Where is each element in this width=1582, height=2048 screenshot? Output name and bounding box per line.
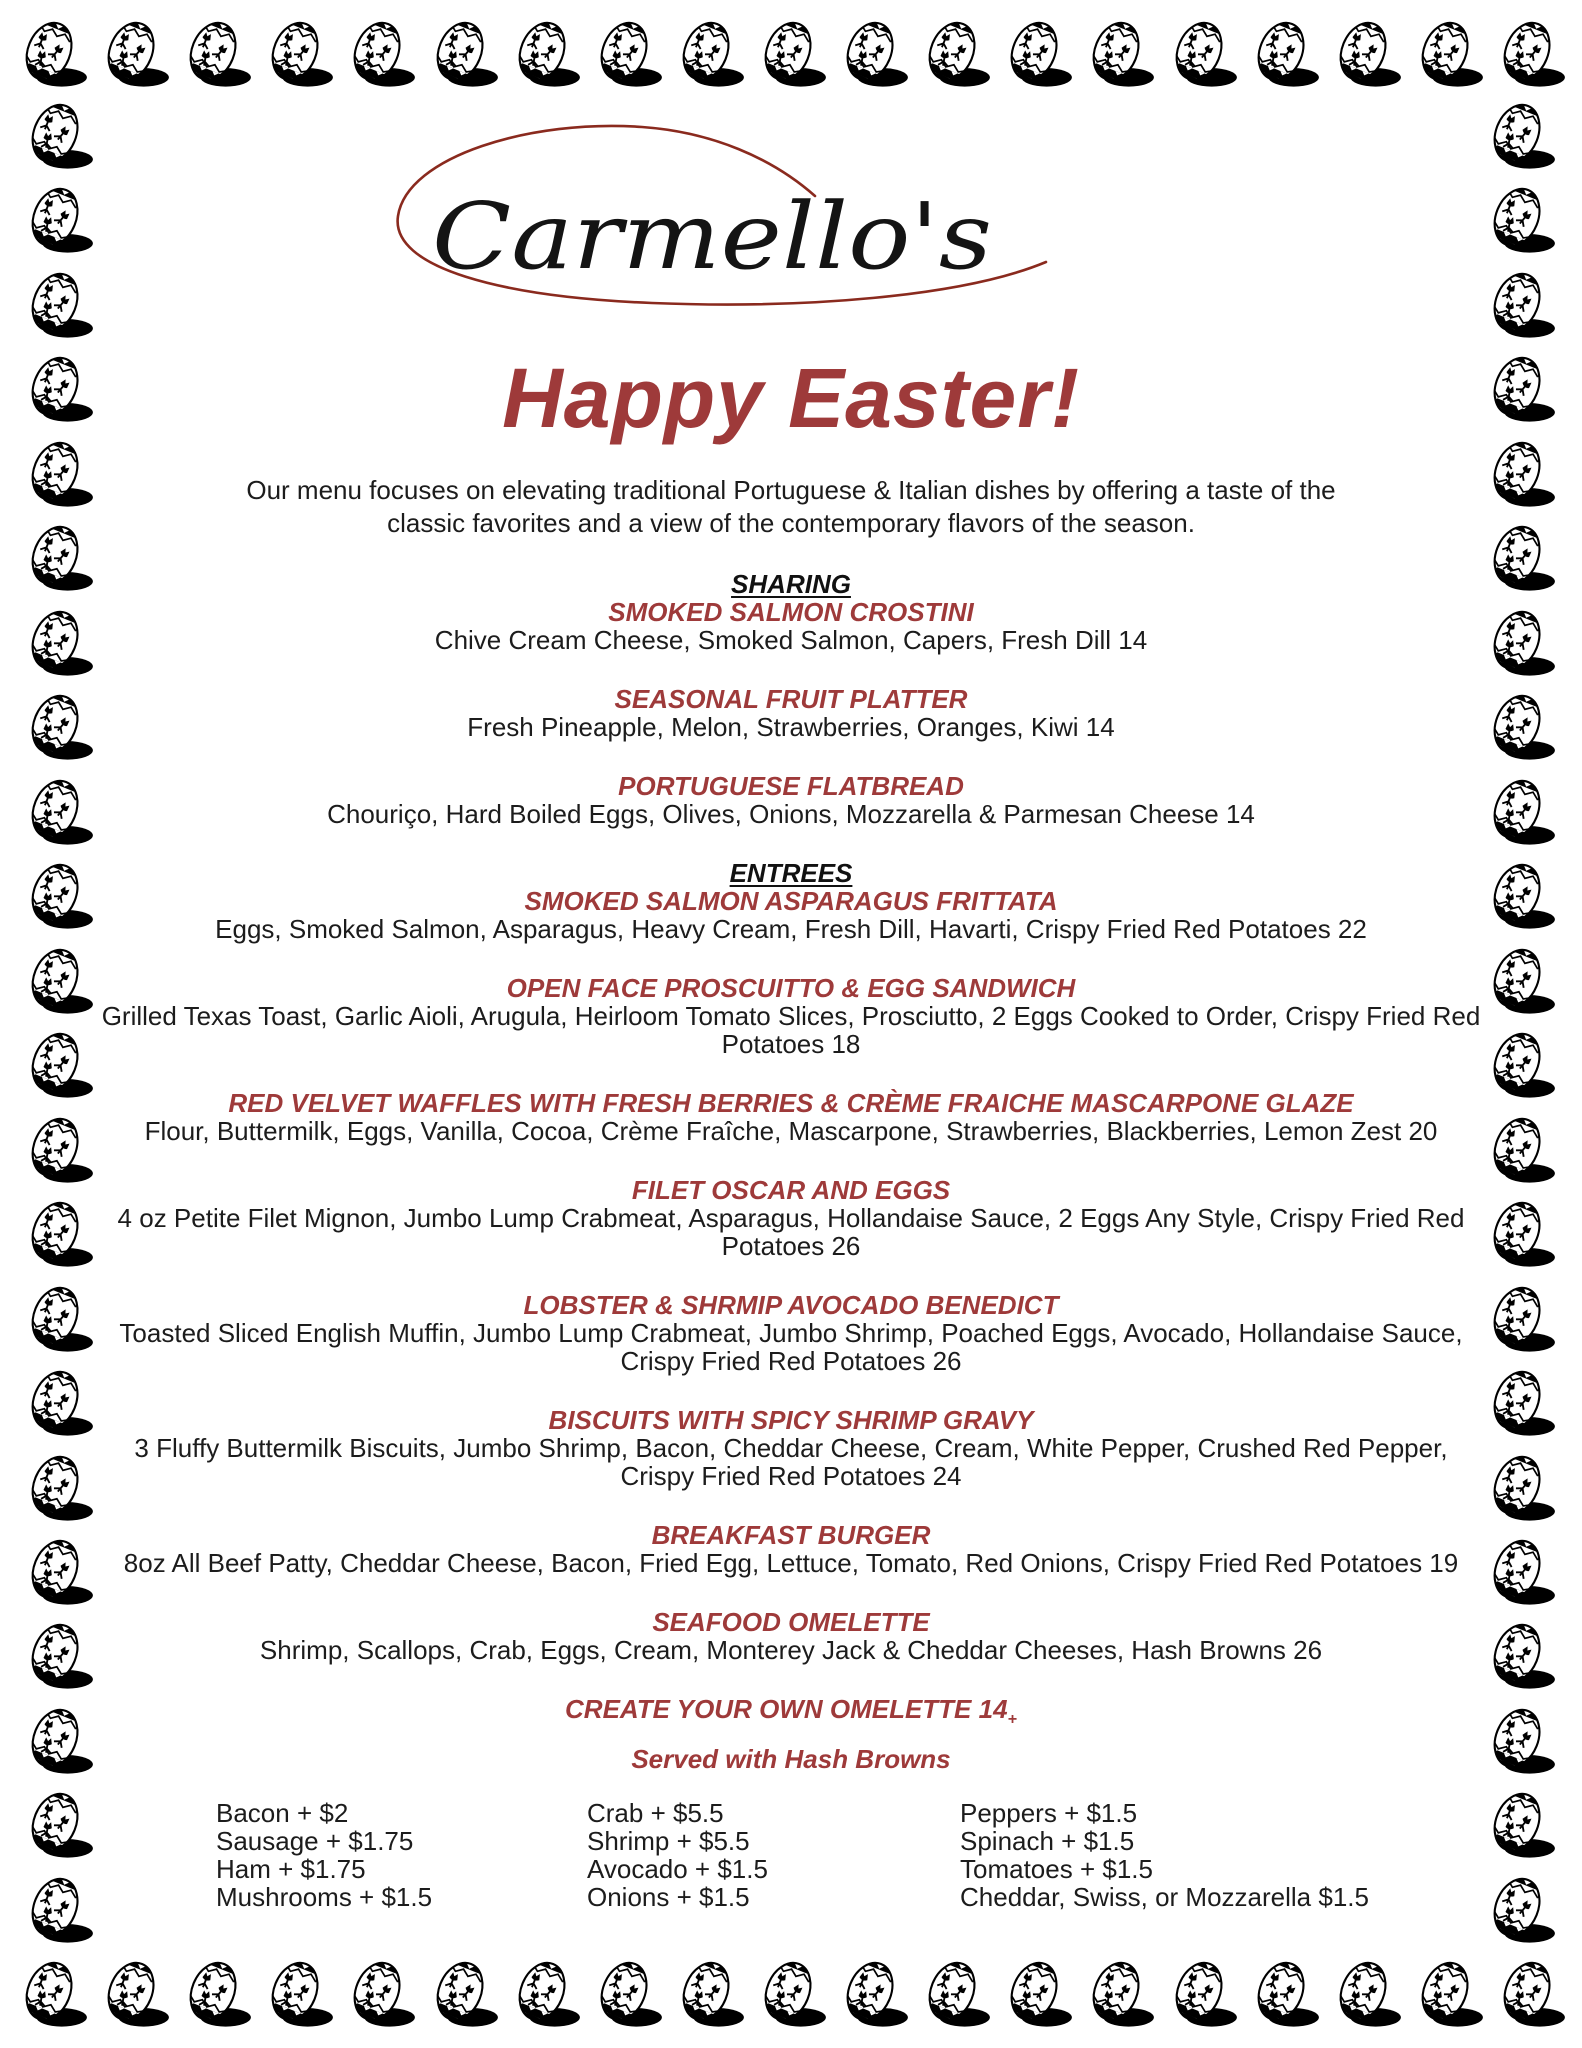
- easter-egg-icon: [18, 1787, 98, 1861]
- menu-item-desc: Flour, Buttermilk, Eggs, Vanilla, Cocoa, Crème Fraîche, Mascarpone, Strawberries, Blackberries, Lemon Zest 20: [144, 1116, 1438, 1146]
- menu-item-desc: Fresh Pineapple, Melon, Strawberries, Oranges, Kiwi 14: [467, 712, 1115, 742]
- easter-egg-icon: [669, 16, 749, 90]
- easter-egg-icon: [505, 16, 585, 90]
- topping-column: [587, 1799, 768, 1911]
- easter-egg-icon: [18, 605, 98, 679]
- easter-egg-icon: [505, 1956, 585, 2030]
- easter-egg-icon: [1480, 520, 1560, 594]
- easter-egg-icon: [1480, 943, 1560, 1017]
- menu-item-name: BREAKFAST BURGER: [651, 1520, 931, 1550]
- easter-egg-icon: [915, 1956, 995, 2030]
- easter-egg-icon: [1480, 267, 1560, 341]
- menu-item-desc: 4 oz Petite Filet Mignon, Jumbo Lump Crabmeat, Asparagus, Hollandaise Sauce, 2 Eggs Any Style, Crispy Fried Red Potatoes 26: [117, 1203, 1465, 1261]
- omelette-topping: Crab + $5.5: [587, 1798, 724, 1829]
- easter-egg-icon: [1490, 16, 1570, 90]
- easter-egg-icon: [18, 1534, 98, 1608]
- easter-egg-icon: [18, 1703, 98, 1777]
- menu-item-name: SEASONAL FRUIT PLATTER: [614, 684, 968, 714]
- restaurant-logo: [372, 116, 1052, 316]
- easter-egg-icon: [176, 16, 256, 90]
- easter-egg-icon: [1480, 1027, 1560, 1101]
- custom-omelette-title-text: CREATE YOUR OWN OMELETTE 14: [565, 1694, 1008, 1724]
- easter-egg-icon: [1244, 16, 1324, 90]
- easter-egg-icon: [1480, 689, 1560, 763]
- easter-egg-icon: [12, 16, 92, 90]
- easter-egg-icon: [997, 16, 1077, 90]
- easter-egg-icon: [1480, 1450, 1560, 1524]
- easter-egg-icon: [18, 98, 98, 172]
- easter-egg-icon: [915, 16, 995, 90]
- easter-egg-icon: [18, 1281, 98, 1355]
- easter-egg-icon: [1244, 1956, 1324, 2030]
- menu: [101, 570, 1481, 1929]
- menu-item-desc: Eggs, Smoked Salmon, Asparagus, Heavy Cream, Fresh Dill, Havarti, Crispy Fried Red Potatoes 22: [215, 914, 1367, 944]
- easter-egg-icon: [18, 774, 98, 848]
- easter-egg-icon: [1480, 1281, 1560, 1355]
- omelette-toppings: [101, 1799, 1481, 1929]
- easter-egg-icon: [1480, 1112, 1560, 1186]
- topping-column: [960, 1799, 1369, 1911]
- easter-egg-icon: [833, 16, 913, 90]
- easter-egg-icon: [833, 1956, 913, 2030]
- menu-sections: [101, 570, 1481, 1664]
- custom-omelette-subtitle: Served with Hash Browns: [631, 1744, 951, 1775]
- omelette-topping: Bacon + $2: [216, 1798, 349, 1829]
- menu-item-desc: Chouriço, Hard Boiled Eggs, Olives, Onions, Mozzarella & Parmesan Cheese 14: [327, 799, 1255, 829]
- menu-item-desc: 8oz All Beef Patty, Cheddar Cheese, Bacon, Fried Egg, Lettuce, Tomato, Red Onions, Crispy Fried Red Potatoes 19: [123, 1548, 1459, 1578]
- omelette-topping: Avocado + $1.5: [587, 1854, 768, 1885]
- easter-egg-icon: [1079, 1956, 1159, 2030]
- easter-egg-icon: [1480, 858, 1560, 932]
- omelette-topping: Shrimp + $5.5: [587, 1826, 750, 1857]
- omelette-topping: Tomatoes + $1.5: [960, 1854, 1153, 1885]
- menu-item-desc: Shrimp, Scallops, Crab, Eggs, Cream, Monterey Jack & Cheddar Cheeses, Hash Browns 26: [259, 1635, 1323, 1665]
- easter-egg-icon: [1162, 16, 1242, 90]
- easter-egg-icon: [587, 16, 667, 90]
- easter-egg-icon: [669, 1956, 749, 2030]
- easter-egg-icon: [176, 1956, 256, 2030]
- easter-egg-icon: [1408, 16, 1488, 90]
- menu-item-name: SMOKED SALMON CROSTINI: [608, 597, 974, 627]
- page-title: Happy Easter!: [502, 351, 1080, 445]
- menu-item-name: RED VELVET WAFFLES WITH FRESH BERRIES & CRÈME FRAICHE MASCARPONE GLAZE: [228, 1088, 1354, 1118]
- omelette-topping: Cheddar, Swiss, or Mozzarella $1.5: [960, 1882, 1369, 1913]
- easter-egg-icon: [1480, 182, 1560, 256]
- omelette-topping: Peppers + $1.5: [960, 1798, 1138, 1829]
- easter-egg-icon: [1480, 1196, 1560, 1270]
- menu-item-desc: Grilled Texas Toast, Garlic Aioli, Arugula, Heirloom Tomato Slices, Prosciutto, 2 Eggs Cooked to Order, Crispy Fried Red Potatoes 18: [101, 1001, 1481, 1059]
- easter-egg-icon: [1480, 1365, 1560, 1439]
- easter-egg-icon: [997, 1956, 1077, 2030]
- easter-egg-icon: [18, 267, 98, 341]
- easter-egg-icon: [1326, 1956, 1406, 2030]
- omelette-topping: Mushrooms + $1.5: [216, 1882, 433, 1913]
- easter-egg-icon: [18, 689, 98, 763]
- easter-egg-icon: [340, 1956, 420, 2030]
- menu-item-desc: 3 Fluffy Buttermilk Biscuits, Jumbo Shrimp, Bacon, Cheddar Cheese, Cream, White Pepper, Crushed Red Pepper, Crispy Fried Red Potatoes 24: [134, 1433, 1448, 1491]
- easter-egg-icon: [1162, 1956, 1242, 2030]
- menu-item-name: OPEN FACE PROSCUITTO & EGG SANDWICH: [506, 973, 1076, 1003]
- easter-egg-icon: [12, 1956, 92, 2030]
- easter-egg-border-top: [12, 16, 1570, 90]
- easter-egg-icon: [258, 1956, 338, 2030]
- easter-egg-icon: [258, 16, 338, 90]
- easter-egg-icon: [18, 858, 98, 932]
- easter-egg-icon: [751, 1956, 831, 2030]
- omelette-topping: Onions + $1.5: [587, 1882, 750, 1913]
- menu-item-name: FILET OSCAR AND EGGS: [631, 1175, 951, 1205]
- easter-egg-icon: [1480, 774, 1560, 848]
- easter-egg-icon: [1326, 16, 1406, 90]
- easter-egg-icon: [1480, 98, 1560, 172]
- easter-egg-icon: [1079, 16, 1159, 90]
- omelette-topping: Spinach + $1.5: [960, 1826, 1135, 1857]
- easter-egg-icon: [94, 16, 174, 90]
- menu-item-desc: Toasted Sliced English Muffin, Jumbo Lump Crabmeat, Jumbo Shrimp, Poached Eggs, Avocado, Hollandaise Sauce, Crispy Fried Red Potatoes 26: [119, 1318, 1463, 1376]
- logo-text: Carmello's: [432, 183, 992, 290]
- easter-egg-icon: [18, 1450, 98, 1524]
- topping-column: [216, 1799, 432, 1911]
- easter-egg-icon: [340, 16, 420, 90]
- easter-egg-icon: [18, 1365, 98, 1439]
- easter-egg-icon: [18, 1618, 98, 1692]
- easter-egg-icon: [587, 1956, 667, 2030]
- easter-egg-icon: [18, 1112, 98, 1186]
- easter-egg-icon: [18, 1196, 98, 1270]
- omelette-topping: Ham + $1.75: [216, 1854, 366, 1885]
- omelette-topping: Sausage + $1.75: [216, 1826, 414, 1857]
- easter-egg-icon: [751, 16, 831, 90]
- menu-item-desc: Chive Cream Cheese, Smoked Salmon, Capers, Fresh Dill 14: [434, 625, 1148, 655]
- easter-egg-icon: [18, 182, 98, 256]
- easter-egg-icon: [1490, 1956, 1570, 2030]
- easter-egg-icon: [1480, 605, 1560, 679]
- custom-omelette-title-plus: +: [1007, 1710, 1017, 1729]
- easter-egg-icon: [94, 1956, 174, 2030]
- easter-egg-border-bottom: [12, 1956, 1570, 2030]
- section-header: ENTREES: [729, 858, 853, 888]
- easter-egg-icon: [423, 1956, 503, 2030]
- easter-egg-icon: [1480, 1618, 1560, 1692]
- easter-egg-icon: [1480, 1872, 1560, 1946]
- easter-egg-icon: [18, 520, 98, 594]
- easter-egg-icon: [423, 16, 503, 90]
- section-header: SHARING: [731, 569, 851, 599]
- menu-item-name: BISCUITS WITH SPICY SHRIMP GRAVY: [548, 1405, 1034, 1435]
- menu-item-name: SMOKED SALMON ASPARAGUS FRITTATA: [524, 886, 1058, 916]
- intro-text: Our menu focuses on elevating traditional Portuguese & Italian dishes by offering a taste of the classic favorites and a view of the contemporary flavors of the season.: [246, 475, 1336, 538]
- menu-item-name: SEAFOOD OMELETTE: [652, 1607, 930, 1637]
- easter-egg-icon: [18, 1872, 98, 1946]
- custom-omelette-title: [101, 1695, 1481, 1733]
- easter-egg-icon: [18, 943, 98, 1017]
- menu-item-name: PORTUGUESE FLATBREAD: [618, 771, 964, 801]
- easter-egg-icon: [1480, 1703, 1560, 1777]
- easter-egg-icon: [18, 1027, 98, 1101]
- easter-egg-icon: [1480, 1787, 1560, 1861]
- easter-egg-icon: [1408, 1956, 1488, 2030]
- easter-egg-icon: [1480, 1534, 1560, 1608]
- menu-item-name: LOBSTER & SHRMIP AVOCADO BENEDICT: [523, 1290, 1059, 1320]
